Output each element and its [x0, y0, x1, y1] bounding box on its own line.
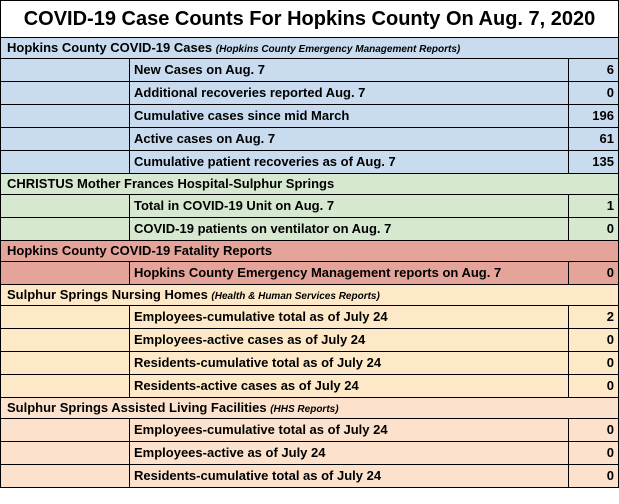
- table-row: [1, 59, 618, 82]
- row-label: Cumulative patient recoveries as of Aug. 7: [130, 151, 569, 173]
- row-label: Hopkins County Emergency Management reports on Aug. 7: [130, 262, 569, 284]
- row-label: Residents-active cases as of July 24: [130, 375, 569, 397]
- row-value: 0: [606, 445, 614, 460]
- table-title: COVID-19 Case Counts For Hopkins County On Aug. 7, 2020: [1, 1, 618, 38]
- section-header-cases: [1, 38, 618, 59]
- row-value: 0: [606, 265, 614, 280]
- section-header-assisted-living: [1, 398, 618, 419]
- section-header-fatality: [1, 241, 618, 262]
- row-label: Cumulative cases since mid March: [130, 105, 569, 127]
- table-row: [1, 195, 618, 218]
- row-value: 0: [606, 422, 614, 437]
- row-value: 1: [606, 198, 614, 213]
- row-value: 196: [592, 108, 614, 123]
- row-label: Employees-cumulative total as of July 24: [130, 419, 569, 441]
- row-value: 0: [606, 85, 614, 100]
- table-row: [1, 82, 618, 105]
- table-row: [1, 262, 618, 285]
- row-label: New Cases on Aug. 7: [130, 59, 569, 81]
- table-row: [1, 218, 618, 241]
- row-value: 0: [606, 332, 614, 347]
- table-row: [1, 352, 618, 375]
- table-row: [1, 465, 618, 487]
- section-note: (Hopkins County Emergency Management Reports): [215, 44, 461, 55]
- row-label: Employees-active cases as of July 24: [130, 329, 569, 351]
- row-label: Additional recoveries reported Aug. 7: [130, 82, 569, 104]
- section-header-nursing-homes: [1, 285, 618, 306]
- section-nursing-homes: [1, 285, 618, 398]
- section-title: Hopkins County COVID-19 Cases: [7, 40, 213, 55]
- table-row: [1, 128, 618, 151]
- section-title: Hopkins County COVID-19 Fatality Reports: [7, 243, 273, 258]
- row-label: Active cases on Aug. 7: [130, 128, 569, 150]
- row-label: Employees-cumulative total as of July 24: [130, 306, 569, 328]
- section-note: (Health & Human Services Reports): [211, 291, 380, 302]
- row-value: 135: [592, 154, 614, 169]
- row-value: 0: [606, 221, 614, 236]
- section-title: Sulphur Springs Assisted Living Facilities: [7, 400, 267, 415]
- section-fatality: [1, 241, 618, 285]
- row-value: 0: [606, 468, 614, 483]
- table-row: [1, 442, 618, 465]
- section-assisted-living: [1, 398, 618, 487]
- table-row: [1, 419, 618, 442]
- table-row: [1, 105, 618, 128]
- section-cases: [1, 38, 618, 174]
- row-label: Residents-cumulative total as of July 24: [130, 352, 569, 374]
- row-label: Total in COVID-19 Unit on Aug. 7: [130, 195, 569, 217]
- row-value: 2: [606, 309, 614, 324]
- section-header-hospital: [1, 174, 618, 195]
- table-row: [1, 375, 618, 398]
- row-label: Residents-cumulative total as of July 24: [130, 465, 569, 487]
- section-note: (HHS Reports): [270, 404, 339, 415]
- section-title: CHRISTUS Mother Frances Hospital-Sulphur Springs: [7, 176, 335, 191]
- table-row: [1, 329, 618, 352]
- row-value: 6: [606, 62, 614, 77]
- table-row: [1, 151, 618, 174]
- row-value: 61: [599, 131, 614, 146]
- row-label: Employees-active as of July 24: [130, 442, 569, 464]
- row-value: 0: [606, 378, 614, 393]
- section-title: Sulphur Springs Nursing Homes: [7, 287, 208, 302]
- section-hospital: [1, 174, 618, 241]
- table-row: [1, 306, 618, 329]
- row-value: 0: [606, 355, 614, 370]
- row-label: COVID-19 patients on ventilator on Aug. 7: [130, 218, 569, 240]
